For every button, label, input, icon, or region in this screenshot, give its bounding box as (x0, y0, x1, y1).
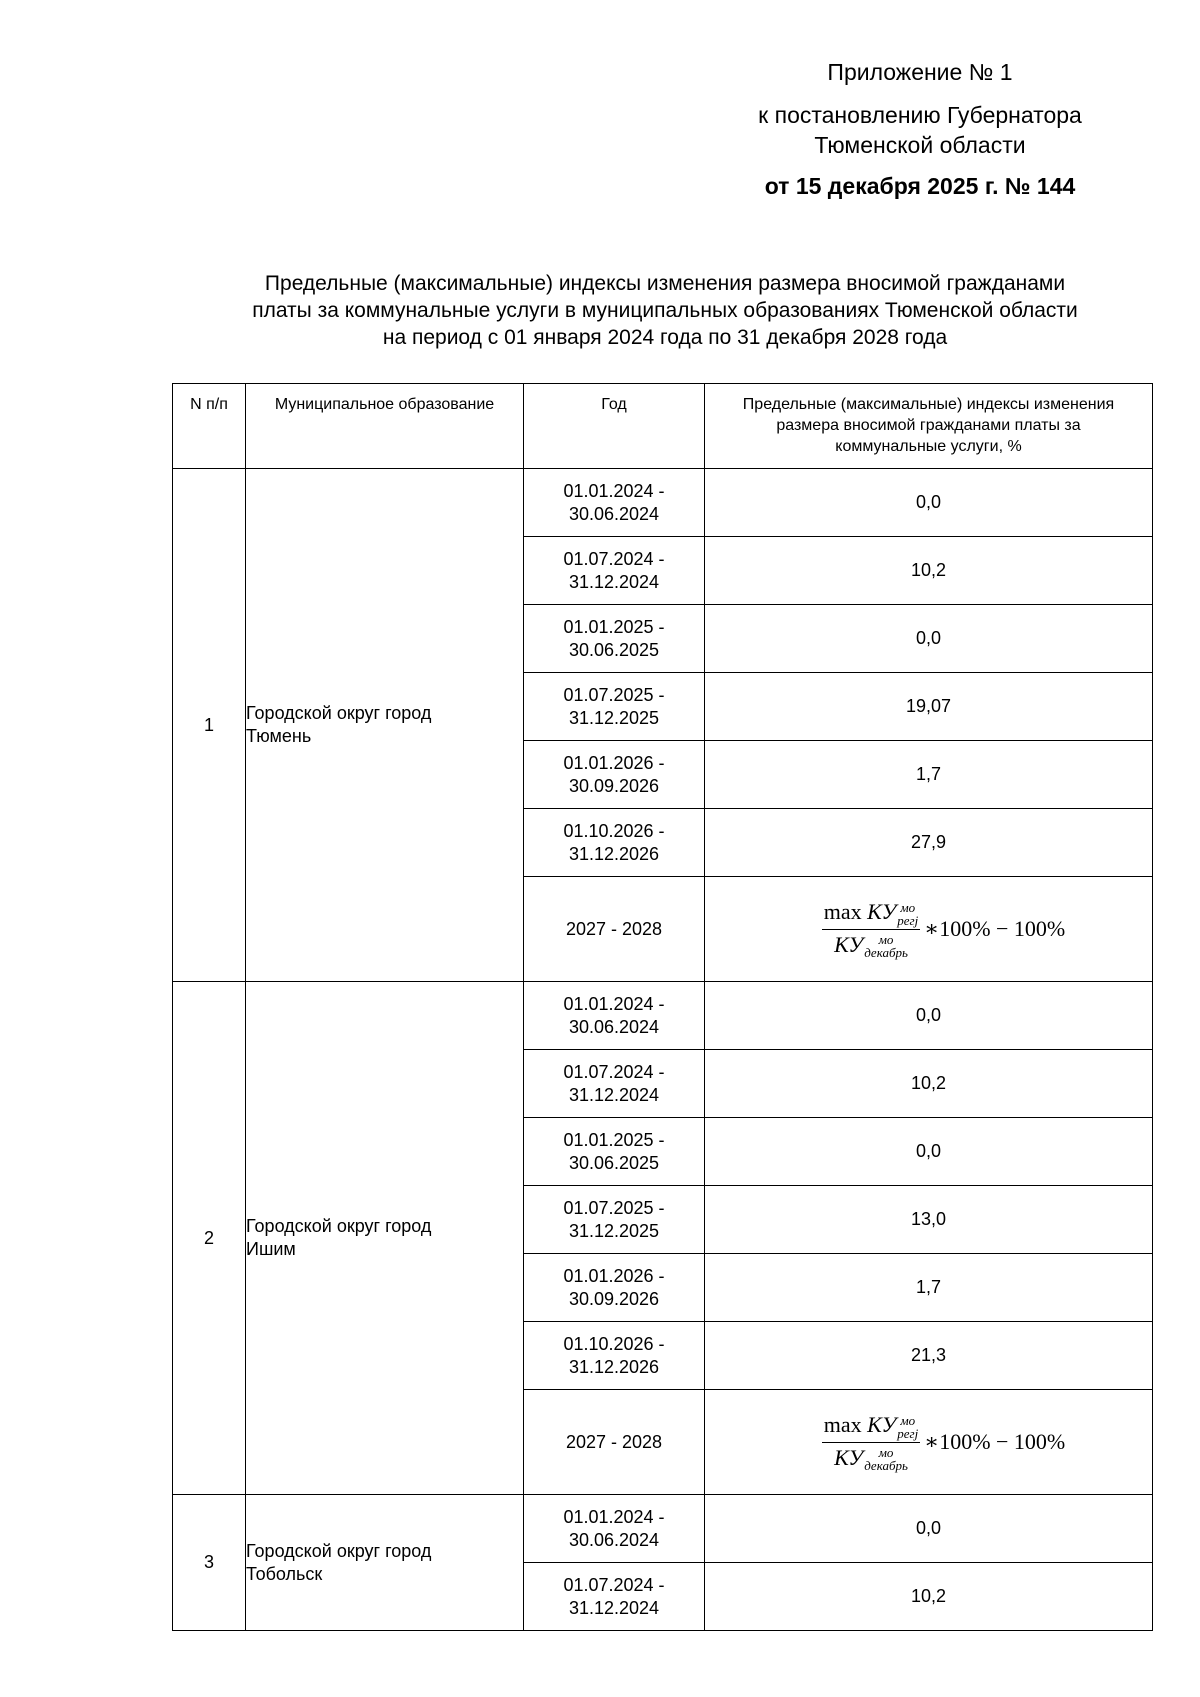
period-start: 01.01.2026 - (563, 1265, 665, 1286)
index-value: 0,0 (705, 982, 1153, 1050)
period-cell (524, 537, 705, 605)
period-cell: 2027 - 2028 (524, 877, 705, 982)
index-value: 0,0 (705, 605, 1153, 673)
municipality-name-line-2: Тюмень (246, 726, 312, 746)
period-end: 30.06.2025 (568, 639, 660, 660)
formula-sup-bottom: мо (878, 932, 894, 948)
period-cell (524, 1118, 705, 1186)
period-start: 01.01.2024 - (563, 480, 665, 501)
period-cell: 2027 - 2028 (524, 1390, 705, 1495)
period-cell (524, 1322, 705, 1390)
formula-max: max (823, 1411, 862, 1437)
formula-max: max (823, 898, 862, 924)
index-value: 27,9 (705, 809, 1153, 877)
municipality-name-line-2: Тобольск (246, 1563, 323, 1584)
municipality-name-line-1: Городской округ город (246, 703, 432, 723)
period-cell (524, 1050, 705, 1118)
period-start: 01.10.2026 - (563, 820, 665, 841)
index-value: 13,0 (705, 1186, 1153, 1254)
header-index-line-1: Предельные (максимальные) индексы изменения (742, 396, 1115, 413)
formula-denominator-indices (864, 933, 908, 959)
formula-denominator-indices (864, 1446, 908, 1472)
municipality-name (246, 469, 524, 982)
period-start: 01.07.2024 - (563, 1574, 665, 1595)
period-cell (524, 1186, 705, 1254)
municipality-name-line-1: Городской округ город (246, 1216, 432, 1236)
formula-tail: ∗100% − 100% (924, 1429, 1066, 1454)
table-header-row (173, 384, 1153, 469)
period-start: 01.01.2024 - (563, 993, 665, 1014)
index-value: 19,07 (705, 673, 1153, 741)
formula-sub-bottom: декабрь (864, 1458, 908, 1474)
header-municipality: Муниципальное образование (246, 384, 524, 469)
annex-label: Приложение № 1 (827, 59, 1013, 85)
header-num: N п/п (173, 384, 246, 469)
row-number: 3 (173, 1495, 246, 1631)
index-value: 0,0 (705, 469, 1153, 537)
municipality-name-line-2: Ишим (246, 1239, 296, 1259)
municipality-name (246, 982, 524, 1495)
formula-numerator (822, 899, 920, 930)
period-start: 01.01.2026 - (563, 752, 665, 773)
period-end: 31.12.2026 (568, 843, 660, 864)
period-end: 30.06.2025 (568, 1152, 660, 1173)
formula-sub-top: регj (897, 912, 919, 928)
period-start: 01.01.2024 - (563, 1506, 665, 1527)
period-end: 30.09.2026 (568, 775, 660, 796)
formula-ku-denominator: КУ (834, 1444, 864, 1470)
header-index-line-3: коммунальные услуги, % (835, 438, 1022, 455)
formula-sup: мо (900, 899, 916, 915)
period-cell (524, 982, 705, 1050)
period-end: 30.06.2024 (568, 1529, 660, 1550)
index-value: 21,3 (705, 1322, 1153, 1390)
index-value: 1,7 (705, 1254, 1153, 1322)
period-start: 01.01.2025 - (563, 1129, 665, 1150)
decree-reference (720, 100, 1120, 160)
formula-fraction (822, 899, 920, 960)
formula-sup: мо (900, 1412, 916, 1428)
title-line-3: на период с 01 января 2024 года по 31 декабря 2028 года (382, 326, 948, 349)
formula-tail: ∗100% − 100% (924, 916, 1066, 941)
formula-sub-top: регj (897, 1425, 919, 1441)
title-line-2: платы за коммунальные услуги в муниципальных образованиях Тюменской области (252, 299, 1078, 322)
table-body (173, 469, 1153, 1631)
index-value: 0,0 (705, 1118, 1153, 1186)
formula-numerator-indices (897, 1414, 918, 1440)
formula-ku-numerator: КУ (867, 898, 897, 924)
period-cell (524, 1495, 705, 1563)
period-end: 31.12.2024 (568, 1597, 660, 1618)
row-number: 2 (173, 982, 246, 1495)
title-line-1: Предельные (максимальные) индексы изменения размера вносимой гражданами (264, 272, 1066, 295)
formula-denominator (834, 1443, 908, 1473)
period-start: 01.07.2024 - (563, 1061, 665, 1082)
table-row (173, 469, 1153, 537)
period-cell (524, 1563, 705, 1631)
period-end: 31.12.2025 (568, 1220, 660, 1241)
formula-sup-bottom: мо (878, 1445, 894, 1461)
period-end: 31.12.2025 (568, 707, 660, 728)
index-formula-cell (705, 1390, 1153, 1495)
period-cell (524, 809, 705, 877)
formula-sub-bottom: декабрь (864, 945, 908, 961)
formula-numerator-indices (897, 901, 918, 927)
period-start: 01.10.2026 - (563, 1333, 665, 1354)
period-end: 30.06.2024 (568, 503, 660, 524)
index-table (172, 383, 1153, 1631)
municipality-name (246, 1495, 524, 1631)
period-start: 01.07.2025 - (563, 684, 665, 705)
index-formula (822, 899, 1066, 960)
municipality-name-line-1: Городской округ город (246, 1540, 432, 1561)
table-row (173, 1495, 1153, 1563)
table-row (173, 982, 1153, 1050)
decree-line-2: Тюменской области (814, 132, 1026, 158)
formula-ku-denominator: КУ (834, 931, 864, 957)
index-formula (822, 1412, 1066, 1473)
index-value: 1,7 (705, 741, 1153, 809)
period-cell (524, 741, 705, 809)
index-formula-cell (705, 877, 1153, 982)
index-value: 10,2 (705, 1050, 1153, 1118)
formula-fraction (822, 1412, 920, 1473)
period-end: 31.12.2024 (568, 571, 660, 592)
period-cell (524, 605, 705, 673)
index-value: 10,2 (705, 537, 1153, 605)
period-start: 01.07.2024 - (563, 548, 665, 569)
decree-line-1: к постановлению Губернатора (758, 102, 1082, 128)
header-index-line-2: размера вносимой гражданами платы за (776, 417, 1081, 434)
header-year: Год (524, 384, 705, 469)
formula-numerator (822, 1412, 920, 1443)
row-number: 1 (173, 469, 246, 982)
period-start: 01.01.2025 - (563, 616, 665, 637)
formula-ku-numerator: КУ (867, 1411, 897, 1437)
period-cell (524, 673, 705, 741)
document-title (170, 270, 1160, 351)
period-end: 30.06.2024 (568, 1016, 660, 1037)
period-end: 31.12.2026 (568, 1356, 660, 1377)
period-cell (524, 1254, 705, 1322)
period-cell (524, 469, 705, 537)
period-end: 31.12.2024 (568, 1084, 660, 1105)
formula-denominator (834, 930, 908, 960)
period-start: 01.07.2025 - (563, 1197, 665, 1218)
decree-date: от 15 декабря 2025 г. № 144 (764, 173, 1076, 199)
index-value: 10,2 (705, 1563, 1153, 1631)
period-end: 30.09.2026 (568, 1288, 660, 1309)
header-index (705, 384, 1153, 469)
index-value: 0,0 (705, 1495, 1153, 1563)
